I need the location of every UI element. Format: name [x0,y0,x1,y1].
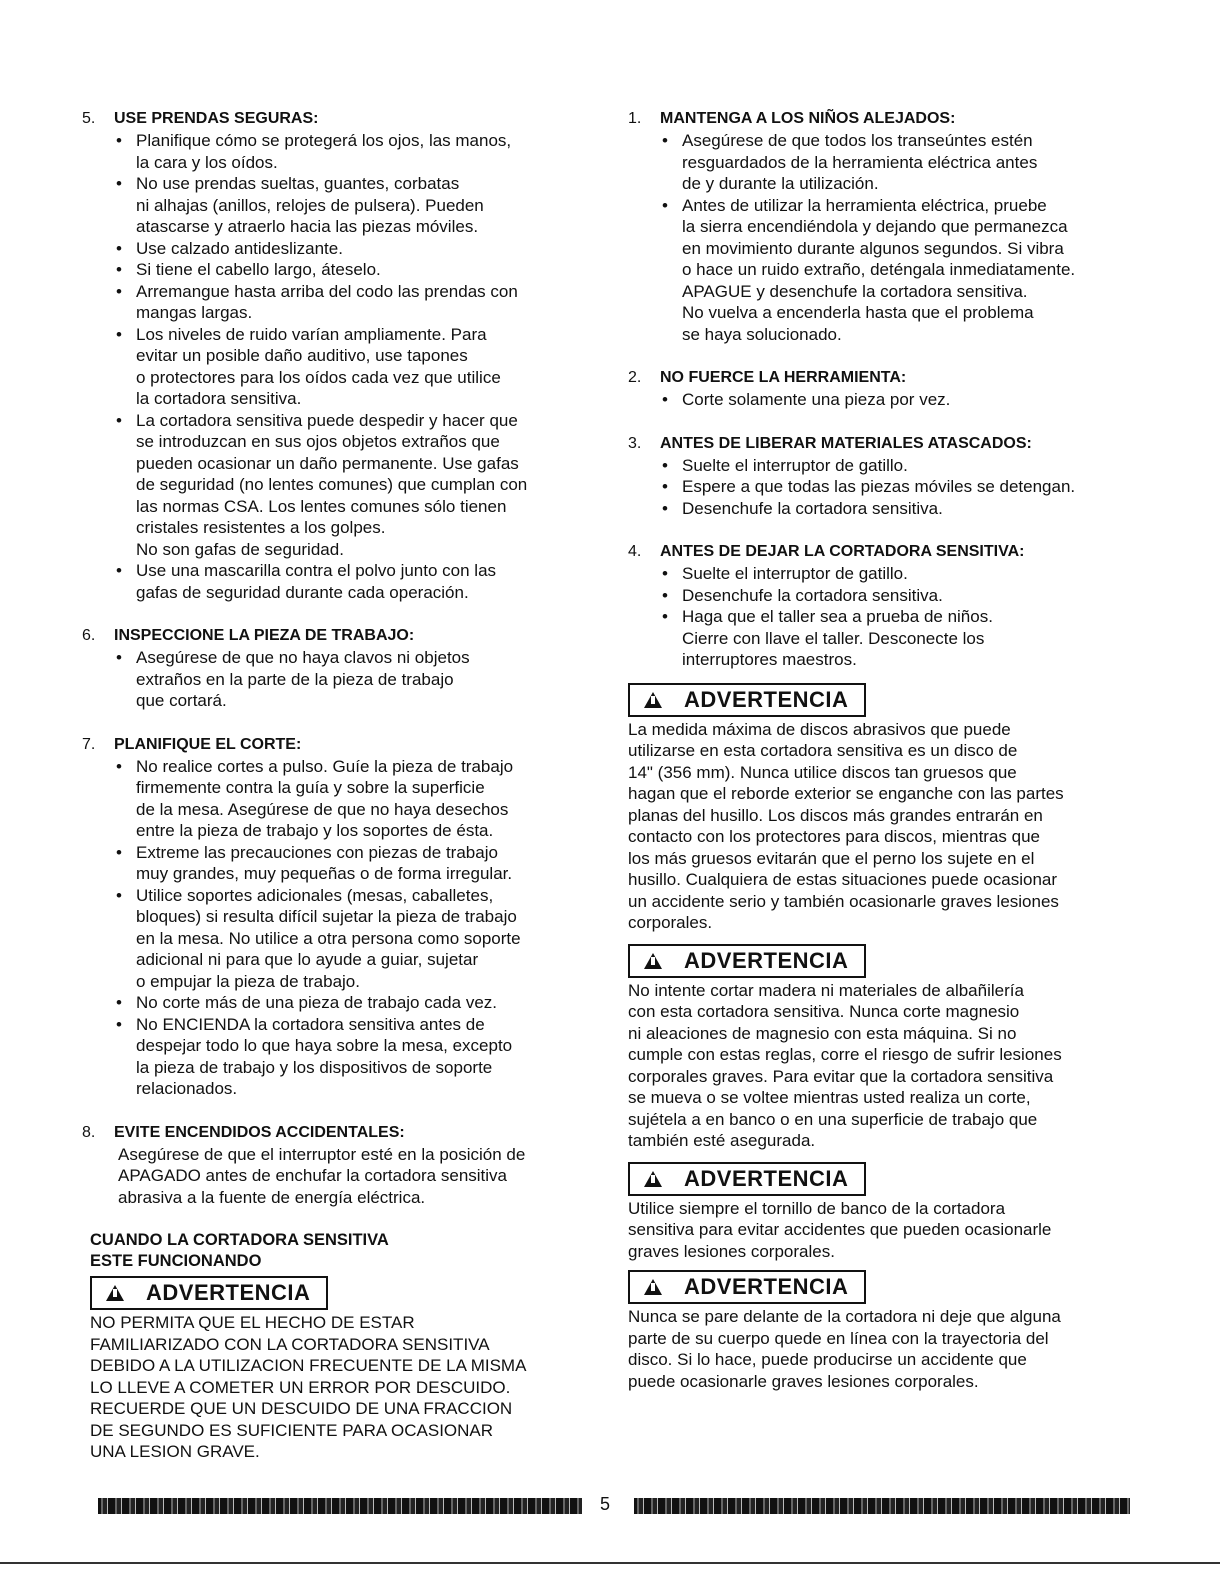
list-item: • Asegúrese de que no haya clavos ni objetos extraños en la parte de la pieza de trabajo que cortará. [116,647,582,712]
section-6 [82,625,582,712]
section-title-text: NO FUERCE LA HERRAMIENTA: [660,369,907,386]
warning-label: ADVERTENCIA [684,1274,849,1299]
list-item: • Extreme las precauciones con piezas de trabajo muy grandes, muy pequeñas o de forma irregular. [116,842,582,885]
section-title [82,625,582,647]
warning-triangle-icon [644,692,662,708]
list-item: • Espere a que todas las piezas móviles se detengan. [662,476,1128,498]
warning-triangle-icon [106,1285,124,1301]
warning-box [628,1162,866,1196]
section-title [628,433,1128,455]
section-number: 7. [82,735,96,753]
section-title [82,1122,582,1144]
warning-block-2 [628,940,1128,1152]
list-item: • Corte solamente una pieza por vez. [662,389,1128,411]
bullet-list [82,647,582,712]
section-8 [82,1122,582,1209]
warning-text: Nunca se pare delante de la cortadora ni deje que alguna parte de su cuerpo quede en línea con la trayectoria del disco. Si lo hace, puede producirse un accidente que puede ocasionarle graves lesiones corporales. [628,1307,1061,1391]
section-title-text: USE PRENDAS SEGURAS: [114,110,319,127]
section-2 [628,367,1128,411]
bullet-list [628,389,1128,411]
footer-decoration-right [634,1498,1130,1514]
section-title [82,108,582,130]
section-number: 8. [82,1123,96,1141]
section-number: 6. [82,627,96,644]
bullet-list [82,756,582,1100]
right-column [628,108,1128,1392]
section-title [628,108,1128,130]
warning-label: ADVERTENCIA [684,947,849,973]
bottom-divider [0,1562,1220,1564]
section-3 [628,433,1128,520]
warning-box [628,683,866,717]
footer-decoration-left [98,1498,582,1514]
warning-box [628,944,866,978]
warning-label: ADVERTENCIA [684,686,849,712]
section-title-text: INSPECCIONE LA PIEZA DE TRABAJO: [114,627,415,644]
section-1 [628,108,1128,345]
list-item: • Haga que el taller sea a prueba de niños. Cierre con llave el taller. Desconecte los interruptores maestros. [662,606,1128,671]
bullet-list [628,130,1128,345]
section-title [628,367,1128,389]
section-4 [628,541,1128,671]
section-title-text: EVITE ENCENDIDOS ACCIDENTALES: [114,1123,405,1141]
section-7 [82,734,582,1100]
section-number: 5. [82,110,96,127]
list-item: • No use prendas sueltas, guantes, corbatas ni alhajas (anillos, relojes de pulsera). Pueden atascarse y atraerlo hacia las piezas móviles. [116,173,582,238]
warning-box [628,1270,866,1304]
list-item: • Planifique cómo se protegerá los ojos, las manos, la cara y los oídos. [116,130,582,173]
section-title [82,734,582,756]
page-number: 5 [600,1494,611,1514]
warning-triangle-icon [644,1279,662,1295]
list-item: • Use calzado antideslizante. [116,238,582,260]
section-number: 3. [628,434,642,452]
list-item: • Desenchufe la cortadora sensitiva. [662,585,1128,607]
bullet-list [628,563,1128,671]
list-item: • Arremangue hasta arriba del codo las prendas con mangas largas. [116,281,582,324]
warning-text: NO PERMITA QUE EL HECHO DE ESTAR FAMILIARIZADO CON LA CORTADORA SENSITIVA DEBIDO A LA UTILIZACION FRECUENTE DE LA MISMA LO LLEVE A COMETER UN ERROR POR DESCUIDO. RECUERDE QUE UN DESCUIDO DE UNA FRACCION DE SEGUNDO ES SUFICIENTE PARA OCASIONAR UNA LESION GRAVE. [90,1313,527,1461]
warning-text: No intente cortar madera ni materiales de albañilería con esta cortadora sensitiva. Nunca corte magnesio ni aleaciones de magnesio con esta máquina. Si no cumple con estas reglas, corre el riesgo de sufrir lesiones corporales graves. Para evitar que la cortadora sensitiva se mueva o se voltee mientras usted realiza un corte, sujétela a en banco o en una superficie de trabajo que también esté asegurada. [628,980,1062,1150]
list-item: • Antes de utilizar la herramienta eléctrica, pruebe la sierra encendiéndola y dejando que permanezca en movimiento durante algunos segundos. Si vibra o hace un ruido extraño, deténgala inmediatamente. APAGUE y desenchufe la cortadora sensitiva. No vuelva a encenderla hasta que el problema se haya solucionado. [662,195,1128,346]
left-column [82,108,582,1463]
operating-heading: CUANDO LA CORTADORA SENSITIVA ESTE FUNCIONANDO [90,1231,389,1270]
list-item: • Si tiene el cabello largo, áteselo. [116,259,582,281]
warning-block-3 [628,1158,1128,1263]
list-item: • Asegúrese de que todos los transeúntes estén resguardados de la herramienta eléctrica antes de y durante la utilización. [662,130,1128,195]
section-text: Asegúrese de que el interruptor esté en la posición de APAGADO antes de enchufar la cortadora sensitiva abrasiva a la fuente de energía eléctrica. [118,1144,526,1207]
list-item: • La cortadora sensitiva puede despedir y hacer que se introduzcan en sus ojos objetos extraños que pueden ocasionar un daño permanente. Use gafas de seguridad (no lentes comunes) que cumplan con las normas CSA. Los lentes comunes sólo tienen cristales resistentes a los golpes. No son gafas de seguridad. [116,410,582,561]
section-number: 2. [628,369,642,386]
list-item: • No ENCIENDA la cortadora sensitiva antes de despejar todo lo que haya sobre la mesa, excepto la pieza de trabajo y los dispositivos de soporte relacionados. [116,1014,582,1100]
warning-triangle-icon [644,953,662,969]
warning-block-4 [628,1266,1128,1392]
page-footer [0,1494,1220,1524]
section-5 [82,108,582,603]
list-item: • Utilice soportes adicionales (mesas, caballetes, bloques) si resulta difícil sujetar la pieza de trabajo en la mesa. No utilice a otra persona como soporte adicional ni para que lo ayude a guiar, sujetar o empujar la pieza de trabajo. [116,885,582,993]
list-item: • Desenchufe la cortadora sensitiva. [662,498,1128,520]
list-item: • Use una mascarilla contra el polvo junto con las gafas de seguridad durante cada operación. [116,560,582,603]
list-item: • Suelte el interruptor de gatillo. [662,455,1128,477]
warning-box [90,1276,328,1310]
section-title-text: ANTES DE LIBERAR MATERIALES ATASCADOS: [660,434,1032,452]
section-number: 4. [628,543,642,560]
list-item: • No realice cortes a pulso. Guíe la pieza de trabajo firmemente contra la guía y sobre la superficie de la mesa. Asegúrese de que no haya desechos entre la pieza de trabajo y los soportes de ésta. [116,756,582,842]
warning-triangle-icon [644,1171,662,1187]
warning-block-1 [628,679,1128,934]
warning-label: ADVERTENCIA [684,1165,849,1191]
list-item: • Suelte el interruptor de gatillo. [662,563,1128,585]
section-title-text: PLANIFIQUE EL CORTE: [114,735,302,753]
warning-text: La medida máxima de discos abrasivos que puede utilizarse en esta cortadora sensitiva es un disco de 14" (356 mm). Nunca utilice discos tan gruesos que hagan que el reborde exterior se enganche con las partes planas del husillo. Los discos más grandes entrarán en contacto con los protectores para discos, mientras que los más gruesos evitarán que el perno los sujete en el husillo. Cualquiera de estas situaciones puede ocasionar un accidente serio y también ocasionarle graves lesiones corporales. [628,719,1064,932]
list-item: • Los niveles de ruido varían ampliamente. Para evitar un posible daño auditivo, use tapones o protectores para los oídos cada vez que utilice la cortadora sensitiva. [116,324,582,410]
section-number: 1. [628,110,642,127]
bullet-list [628,455,1128,520]
section-title-text: MANTENGA A LOS NIÑOS ALEJADOS: [660,110,956,127]
list-item: • No corte más de una pieza de trabajo cada vez. [116,992,582,1014]
warning-text: Utilice siempre el tornillo de banco de la cortadora sensitiva para evitar accidentes que pueden ocasionarle graves lesiones corporales. [628,1198,1052,1261]
section-title-text: ANTES DE DEJAR LA CORTADORA SENSITIVA: [660,543,1025,560]
warning-label: ADVERTENCIA [146,1280,311,1305]
bullet-list [82,130,582,603]
section-title [628,541,1128,563]
